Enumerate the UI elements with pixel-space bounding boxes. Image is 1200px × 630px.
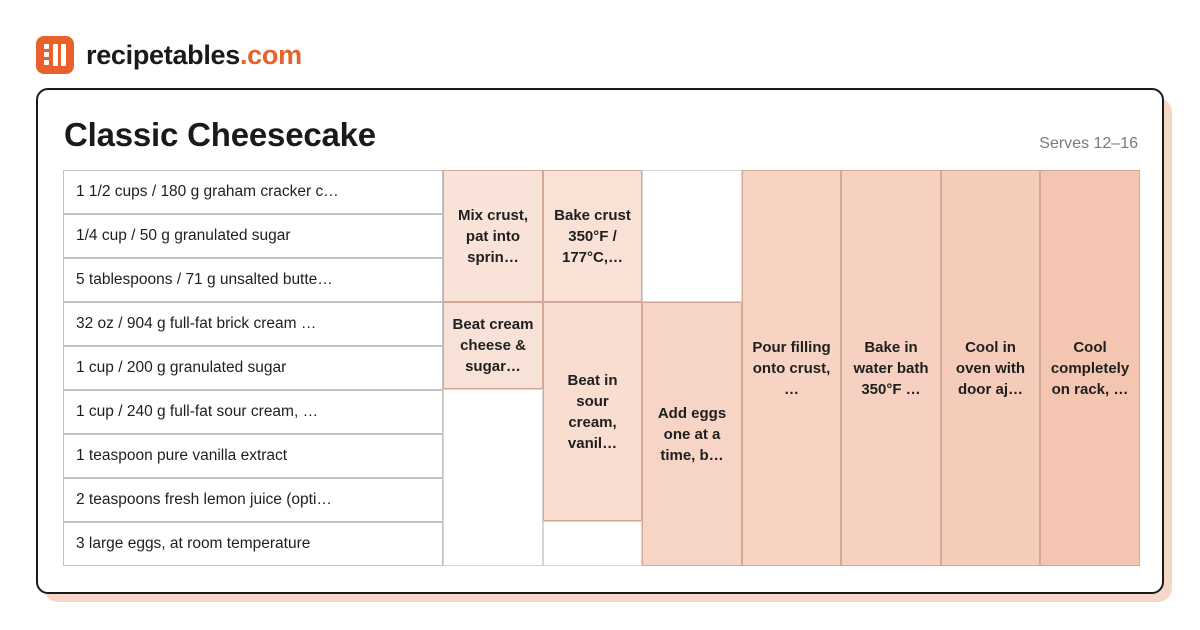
step-cell: Add eggs one at a time, b… [642, 302, 742, 566]
ingredient-row: 1 1/2 cups / 180 g graham cracker c… [63, 170, 443, 214]
ingredient-row: 5 tablespoons / 71 g unsalted butte… [63, 258, 443, 302]
serves-label: Serves 12–16 [1039, 135, 1138, 152]
ingredient-row: 32 oz / 904 g full-fat brick cream … [63, 302, 443, 346]
empty-cell [642, 170, 742, 302]
recipe-card [36, 88, 1164, 594]
ingredient-row: 1/4 cup / 50 g granulated sugar [63, 214, 443, 258]
recipe-table [63, 170, 1140, 566]
step-cell: Bake crust 350°F / 177°C,… [543, 170, 642, 302]
recipe-title: Classic Cheesecake [64, 116, 376, 153]
table-logo-icon [36, 36, 74, 74]
ingredient-row: 1 cup / 200 g granulated sugar [63, 346, 443, 390]
step-cell: Bake in water bath 350°F … [841, 170, 941, 566]
site-name: recipetables.com [86, 39, 302, 70]
ingredient-row: 3 large eggs, at room temperature [63, 522, 443, 566]
ingredient-row: 1 cup / 240 g full-fat sour cream, … [63, 390, 443, 434]
step-cell: Cool in oven with door aj… [941, 170, 1040, 566]
step-cell: Beat cream cheese & sugar… [443, 302, 543, 389]
empty-cell [443, 389, 543, 566]
empty-cell [543, 521, 642, 566]
site-tld: .com [239, 39, 302, 70]
step-cell: Mix crust, pat into sprin… [443, 170, 543, 302]
ingredient-row: 1 teaspoon pure vanilla extract [63, 434, 443, 478]
step-cell: Beat in sour cream, vanil… [543, 302, 642, 521]
ingredient-row: 2 teaspoons fresh lemon juice (opti… [63, 478, 443, 522]
brand[interactable] [36, 36, 302, 74]
step-cell: Pour filling onto crust, … [742, 170, 841, 566]
step-cell: Cool completely on rack, … [1040, 170, 1140, 566]
